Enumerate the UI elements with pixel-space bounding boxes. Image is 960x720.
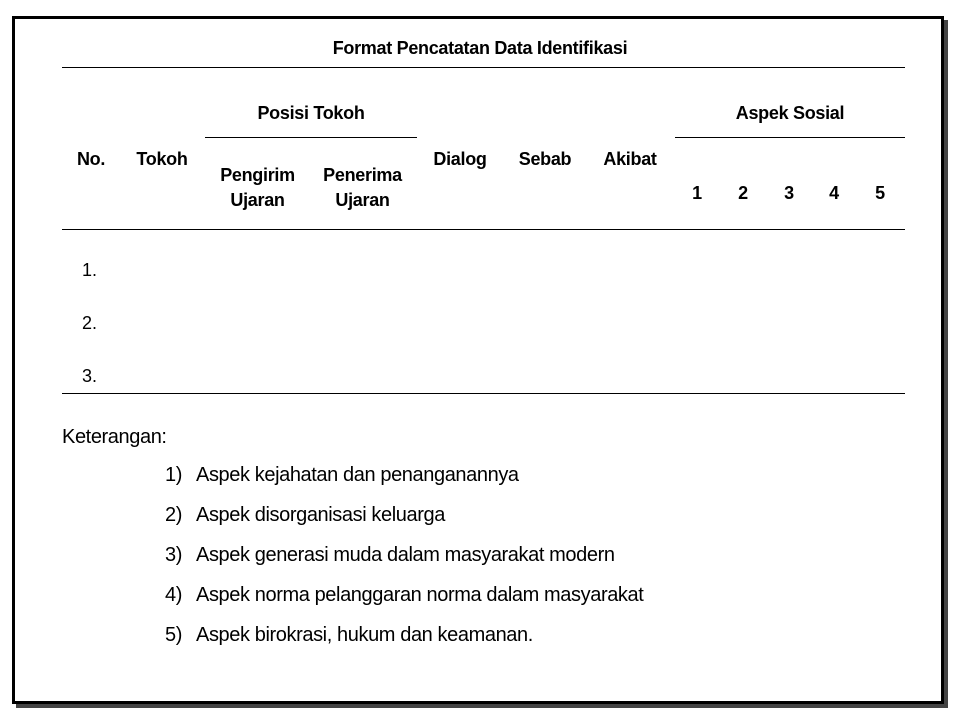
keterangan-item-number: 3): [165, 544, 182, 566]
keterangan-item-number: 5): [165, 624, 182, 646]
keterangan-item-3: [140, 542, 615, 568]
keterangan-item-number: 4): [165, 584, 182, 606]
aspek-sosial-rule: [675, 137, 905, 138]
table-bottom-rule: [62, 393, 905, 394]
header-pengirim-ujaran: [205, 163, 310, 213]
header-pengirim-line2: Ujaran: [230, 190, 285, 210]
keterangan-item-5: [140, 622, 533, 648]
keterangan-item-number: 1): [165, 464, 182, 486]
header-tokoh: Tokoh: [136, 149, 188, 169]
posisi-tokoh-rule: [205, 137, 417, 138]
keterangan-item-text: Aspek norma pelanggaran norma dalam masyarakat: [196, 584, 644, 606]
header-aspek-sosial: Aspek Sosial: [735, 103, 845, 123]
keterangan-item-number: 2): [165, 504, 182, 526]
header-sebab: Sebab: [518, 149, 572, 169]
header-aspek-3: 3: [784, 183, 794, 203]
table-row-2-no: 2.: [82, 313, 98, 333]
keterangan-item-text: Aspek generasi muda dalam masyarakat modern: [196, 544, 615, 566]
header-aspek-2: 2: [738, 183, 748, 203]
table-title: Format Pencatatan Data Identifikasi: [332, 38, 628, 58]
keterangan-item-text: Aspek birokrasi, hukum dan keamanan.: [196, 624, 533, 646]
header-penerima-line2: Ujaran: [335, 190, 390, 210]
keterangan-item-text: Aspek kejahatan dan penanganannya: [196, 464, 519, 486]
header-aspek-1: 1: [692, 183, 702, 203]
header-penerima-line1: Penerima: [323, 165, 402, 185]
header-penerima-ujaran: [310, 163, 415, 213]
keterangan-item-2: [140, 502, 445, 528]
table-row-1-no: 1.: [82, 260, 98, 280]
header-posisi-tokoh: Posisi Tokoh: [257, 103, 365, 123]
table-row-3-no: 3.: [82, 366, 98, 386]
keterangan-item-text: Aspek disorganisasi keluarga: [196, 504, 445, 526]
header-aspek-5: 5: [875, 183, 885, 203]
header-no: No.: [76, 149, 106, 169]
keterangan-item-1: [140, 462, 519, 488]
header-dialog: Dialog: [433, 149, 487, 169]
header-aspek-4: 4: [829, 183, 839, 203]
top-rule: [62, 67, 905, 68]
header-bottom-rule: [62, 229, 905, 230]
header-akibat: Akibat: [603, 149, 657, 169]
keterangan-item-4: [140, 582, 643, 608]
keterangan-label: Keterangan:: [62, 426, 167, 448]
header-pengirim-line1: Pengirim: [220, 165, 295, 185]
